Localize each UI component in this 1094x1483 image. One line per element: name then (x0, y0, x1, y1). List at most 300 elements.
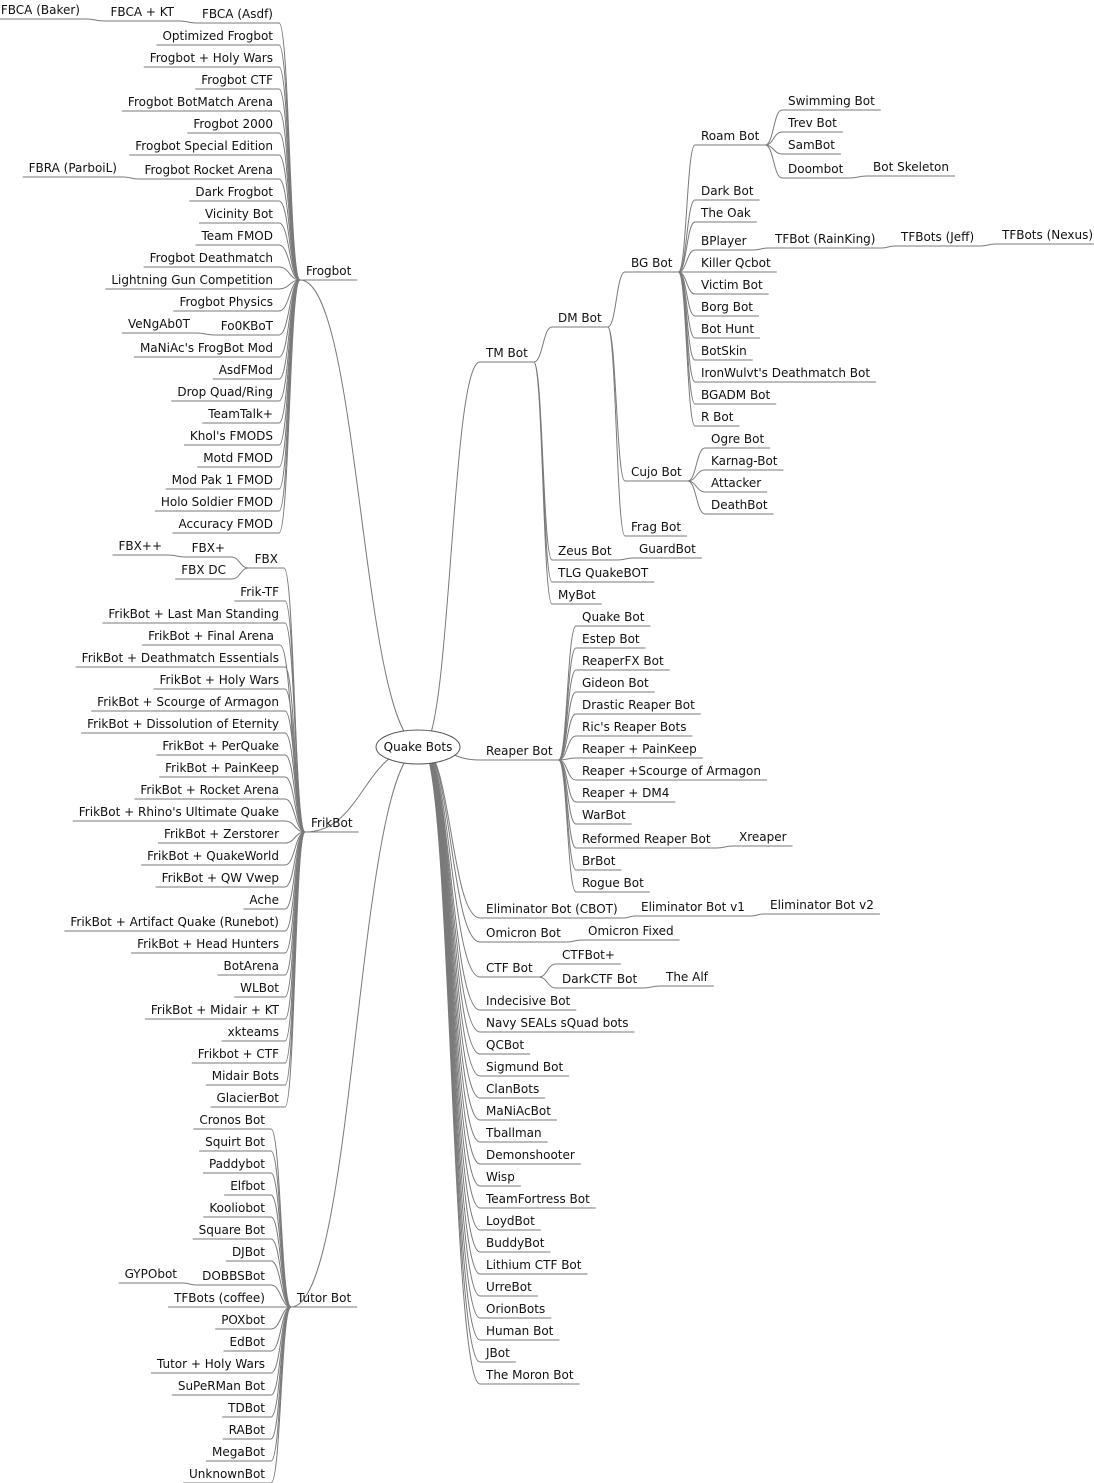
node-bg[interactable] (625, 256, 678, 272)
node-label: GuardBot (639, 542, 696, 556)
node-urrebot[interactable] (480, 1280, 538, 1296)
edge (608, 327, 625, 536)
node-label: Omicron Fixed (588, 924, 674, 938)
node-label: CTFBot+ (562, 948, 615, 962)
node-dm[interactable] (552, 311, 608, 327)
node-skeleton[interactable] (867, 160, 955, 176)
node-label: Demonshooter (486, 1148, 575, 1162)
edge (765, 110, 782, 145)
edge (980, 244, 996, 246)
edge (567, 940, 582, 942)
node-frag[interactable] (625, 520, 687, 536)
node-label: BotSkin (701, 344, 747, 358)
node-cujo[interactable] (625, 465, 688, 481)
node-trev[interactable] (782, 116, 843, 132)
node-tm[interactable] (480, 346, 534, 362)
node-label: Wisp (486, 1170, 515, 1184)
edge (559, 648, 576, 760)
node-frik-midair-kt[interactable] (145, 1003, 285, 1019)
node-label: Eliminator Bot v2 (770, 898, 874, 912)
node-label: FBCA (Asdf) (202, 7, 273, 21)
node-label: Fo0KBoT (220, 319, 273, 333)
node-label: UrreBot (486, 1280, 532, 1294)
node-frogbot-holywars[interactable] (144, 51, 279, 67)
node-ogre[interactable] (705, 432, 770, 448)
node-djbot[interactable] (226, 1245, 271, 1261)
node-elim-v1[interactable] (635, 900, 751, 916)
node-label: EdBot (229, 1335, 265, 1349)
node-frik-perquake[interactable] (156, 739, 285, 755)
node-label: FrikBot + Final Arena (148, 629, 274, 643)
node-frik-ctf[interactable] (192, 1047, 285, 1063)
node-label: Frogbot (306, 264, 352, 278)
node-moronbot[interactable] (480, 1368, 580, 1384)
node-superman[interactable] (172, 1379, 271, 1395)
node-loydbot[interactable] (480, 1214, 541, 1230)
node-label: BG Bot (631, 256, 673, 270)
node-megabot[interactable] (206, 1445, 271, 1461)
edge (180, 21, 196, 23)
node-motd-fmod[interactable] (197, 451, 279, 467)
edge (422, 747, 480, 1230)
node-square[interactable] (193, 1223, 271, 1239)
node-humanbot[interactable] (480, 1324, 559, 1340)
node-label: Square Bot (198, 1223, 265, 1237)
node-label: Doombot (788, 162, 844, 176)
node-label: FrikBot + Dissolution of Eternity (87, 717, 279, 731)
edge (86, 19, 105, 21)
node-qcbot[interactable] (480, 1038, 530, 1054)
node-label: Bot Skeleton (873, 160, 949, 174)
node-label: AsdFMod (218, 363, 273, 377)
node-tutor[interactable] (291, 1291, 357, 1307)
node-sambot[interactable] (782, 138, 841, 154)
node-tutor-holy[interactable] (151, 1357, 271, 1373)
node-frik-rhino[interactable] (73, 805, 285, 821)
node-tfbots-coffee[interactable] (168, 1291, 271, 1307)
node-navyseals[interactable] (480, 1016, 635, 1032)
node-label: Frogbot 2000 (193, 117, 273, 131)
node-frik-final[interactable] (142, 629, 280, 645)
node-label: GlacierBot (216, 1091, 279, 1105)
node-frik-qwvwep[interactable] (156, 871, 285, 887)
node-dark-frogbot[interactable] (189, 185, 279, 201)
node-estep[interactable] (576, 632, 646, 648)
node-swimming[interactable] (782, 94, 881, 110)
node-buddybot[interactable] (480, 1236, 550, 1252)
edge (881, 246, 895, 248)
node-label: Cujo Bot (631, 465, 682, 479)
edge (624, 916, 635, 918)
node-accuracy-fmod[interactable] (172, 517, 279, 533)
node-label: Reaper + PainKeep (582, 742, 697, 756)
node-doombot[interactable] (782, 162, 849, 178)
node-label: RABot (228, 1423, 265, 1437)
node-label: Dark Frogbot (195, 185, 273, 199)
node-label: Optimized Frogbot (162, 29, 273, 43)
node-ctfbot[interactable] (480, 961, 539, 977)
edge (422, 747, 480, 1362)
node-label: FrikBot + Last Man Standing (108, 607, 279, 621)
node-fbx-plus[interactable] (186, 541, 231, 557)
node-darkbot[interactable] (695, 184, 760, 200)
node-label: TeamFortress Bot (486, 1192, 590, 1206)
node-label: Squirt Bot (205, 1135, 265, 1149)
node-label: Eliminator Bot (CBOT) (486, 902, 618, 916)
edge (183, 1283, 196, 1285)
node-rics[interactable] (576, 720, 692, 736)
node-label: Holo Soldier FMOD (160, 495, 273, 509)
node-ctfbot-plus[interactable] (556, 948, 621, 964)
node-paddy[interactable] (203, 1157, 271, 1173)
node-label: DarkCTF Bot (562, 972, 638, 986)
node-label: Sigmund Bot (486, 1060, 564, 1074)
node-holo-soldier[interactable] (155, 495, 279, 511)
node-reaper-painkeep[interactable] (576, 742, 703, 758)
node-reaper-scourge[interactable] (576, 764, 767, 780)
node-label: Navy SEALs sQuad bots (486, 1016, 629, 1030)
node-frik-headhunters[interactable] (131, 937, 285, 953)
edge (534, 362, 552, 604)
node-clanbots[interactable] (480, 1082, 545, 1098)
node-tlg[interactable] (552, 566, 654, 582)
node-label: Human Bot (486, 1324, 554, 1338)
node-label: FrikBot + Holy Wars (159, 673, 279, 687)
edge (559, 760, 576, 848)
node-frik-tf[interactable] (234, 585, 285, 601)
node-botskin[interactable] (695, 344, 753, 360)
edge (678, 222, 695, 272)
node-label: UnknownBot (189, 1467, 265, 1481)
node-label: Drastic Reaper Bot (582, 698, 695, 712)
node-label: TeamTalk+ (208, 407, 273, 421)
node-tfbots-nexus[interactable] (996, 228, 1094, 244)
node-label: The Oak (701, 206, 751, 220)
node-glacierbot[interactable] (210, 1091, 285, 1107)
node-kooliobot[interactable] (203, 1201, 271, 1217)
node-label: FBCA + KT (110, 5, 174, 19)
node-label: BrBot (582, 854, 616, 868)
node-label: FrikBot + PainKeep (165, 761, 279, 775)
node-darkctf[interactable] (556, 972, 643, 988)
node-sigmund[interactable] (480, 1060, 569, 1076)
node-frik-lms[interactable] (102, 607, 285, 623)
node-dobbs[interactable] (196, 1269, 271, 1285)
node-teamfortress[interactable] (480, 1192, 596, 1208)
node-maniacbot[interactable] (480, 1104, 557, 1120)
node-orionbots[interactable] (480, 1302, 551, 1318)
node-quakebot[interactable] (576, 610, 650, 626)
node-cronos[interactable] (193, 1113, 271, 1129)
node-label: Accuracy FMOD (178, 517, 273, 531)
edge (279, 280, 300, 445)
node-edbot[interactable] (224, 1335, 271, 1351)
node-label: DOBBSBot (202, 1269, 265, 1283)
node-xreaper[interactable] (733, 830, 793, 846)
node-label: CTF Bot (486, 961, 533, 975)
node-ironwulvt[interactable] (695, 366, 876, 382)
node-mybot[interactable] (552, 588, 602, 604)
node-label: Tutor + Holy Wars (156, 1357, 265, 1371)
node-label: Eliminator Bot v1 (641, 900, 745, 914)
node-fbca-kt[interactable] (105, 5, 180, 21)
node-label: FrikBot + PerQuake (162, 739, 279, 753)
node-elfbot[interactable] (224, 1179, 271, 1195)
edge (559, 760, 576, 870)
node-label: Xreaper (739, 830, 787, 844)
node-label: DJBot (231, 1245, 265, 1259)
edge (678, 272, 695, 382)
node-team-fmod[interactable] (196, 229, 279, 245)
node-label: IronWulvt's Deathmatch Bot (701, 366, 871, 380)
node-fbca-asdf[interactable] (196, 7, 279, 23)
node-drastic[interactable] (576, 698, 701, 714)
node-label: TFBot (RainKing) (775, 232, 876, 246)
node-gypo[interactable] (119, 1267, 183, 1283)
node-label: Tballman (486, 1126, 542, 1140)
node-thealf[interactable] (660, 970, 714, 986)
node-frogbot-special[interactable] (129, 139, 279, 155)
node-label: Team FMOD (201, 229, 273, 243)
node-tballman[interactable] (480, 1126, 548, 1142)
node-label: FrikBot (311, 816, 353, 830)
node-gideon[interactable] (576, 676, 655, 692)
node-killer[interactable] (695, 256, 777, 272)
node-asdfmod[interactable] (213, 363, 279, 379)
node-lithium[interactable] (480, 1258, 587, 1274)
node-rbot[interactable] (695, 410, 739, 426)
node-zeus[interactable] (552, 544, 618, 560)
node-borg[interactable] (695, 300, 759, 316)
node-label: DeathBot (711, 498, 768, 512)
node-frik-qw[interactable] (141, 849, 285, 865)
node-fbx[interactable] (249, 552, 284, 568)
node-label: Trev Bot (788, 116, 837, 130)
node-label: FrikBot + Rhino's Ultimate Quake (78, 805, 279, 819)
node-tfbots-jeff[interactable] (895, 230, 980, 246)
node-label: QCBot (486, 1038, 525, 1052)
edge (279, 111, 300, 280)
node-label: Reformed Reaper Bot (582, 832, 711, 846)
node-frik-dissolution[interactable] (81, 717, 285, 733)
node-xkteams[interactable] (222, 1025, 285, 1041)
node-reformed[interactable] (576, 832, 717, 848)
node-label: BGADM Bot (701, 388, 771, 402)
node-karnag[interactable] (705, 454, 784, 470)
node-guardbot[interactable] (633, 542, 702, 558)
node-label: Midair Bots (211, 1069, 279, 1083)
node-squirt[interactable] (199, 1135, 271, 1151)
node-label: LoydBot (486, 1214, 535, 1228)
node-label: Motd FMOD (203, 451, 273, 465)
node-frik-painkeep[interactable] (159, 761, 285, 777)
node-label: Victim Bot (701, 278, 763, 292)
node-lightning-gun[interactable] (105, 273, 279, 289)
node-label: ReaperFX Bot (582, 654, 664, 668)
node-fo0kbot[interactable] (215, 319, 279, 335)
node-label: Mod Pak 1 FMOD (171, 473, 273, 487)
node-label: Frogbot Rocket Arena (144, 163, 273, 177)
node-frogbot-physics[interactable] (173, 295, 279, 311)
edge (279, 280, 300, 489)
node-brbot[interactable] (576, 854, 621, 870)
node-frogbot-rocket[interactable] (138, 163, 279, 179)
edge (232, 568, 249, 579)
node-mod-pak[interactable] (166, 473, 279, 489)
node-frik-rocket[interactable] (134, 783, 285, 799)
node-label: Roam Bot (701, 129, 760, 143)
node-fbx-dc[interactable] (175, 563, 232, 579)
node-frogbot-botmatch[interactable] (122, 95, 279, 111)
node-maniac-frogbot[interactable] (134, 341, 279, 357)
node-bplayer[interactable] (695, 234, 753, 250)
node-label: VeNgAb0T (127, 317, 190, 331)
node-label: FBX++ (118, 539, 162, 553)
node-label: Paddybot (208, 1157, 265, 1171)
node-frik-artifact[interactable] (64, 915, 285, 931)
node-label: DM Bot (558, 311, 602, 325)
node-label: FrikBot + Midair + KT (150, 1003, 279, 1017)
edge (422, 362, 480, 747)
edge (559, 626, 576, 760)
node-label: R Bot (701, 410, 734, 424)
node-label: Attacker (711, 476, 762, 490)
edge (422, 747, 480, 1142)
node-poxbot[interactable] (215, 1313, 271, 1329)
node-roam[interactable] (695, 129, 765, 145)
node-label: FrikBot + Artifact Quake (Runebot) (70, 915, 279, 929)
node-label: xkteams (227, 1025, 279, 1039)
node-label: Elfbot (230, 1179, 265, 1193)
node-drop-quad[interactable] (171, 385, 279, 401)
node-label: FBX DC (181, 563, 226, 577)
node-label: Cronos Bot (199, 1113, 265, 1127)
node-warbot[interactable] (576, 808, 632, 824)
edge (539, 964, 556, 977)
node-frik-holy[interactable] (154, 673, 285, 689)
node-rogue[interactable] (576, 876, 650, 892)
node-label: Drop Quad/Ring (177, 385, 273, 399)
node-label: TFBots (Jeff) (901, 230, 975, 244)
node-tdbot[interactable] (222, 1401, 271, 1417)
node-label: BPlayer (701, 234, 747, 248)
node-frogbot-ctf[interactable] (195, 73, 279, 89)
node-tfbot-rainking[interactable] (769, 232, 881, 248)
node-frikbot[interactable] (305, 816, 359, 832)
node-label: Frogbot + Holy Wars (149, 51, 273, 65)
node-attacker[interactable] (705, 476, 767, 492)
node-jbot[interactable] (480, 1346, 516, 1362)
node-elim-v2[interactable] (764, 898, 880, 914)
node-reaperfx[interactable] (576, 654, 670, 670)
node-label: Omicron Bot (486, 926, 561, 940)
node-label: BuddyBot (486, 1236, 545, 1250)
node-wisp[interactable] (480, 1170, 521, 1186)
node-label: Swimming Bot (788, 94, 875, 108)
node-frik-scourge[interactable] (91, 695, 285, 711)
node-label: Vicinity Bot (204, 207, 273, 221)
node-label: POXbot (221, 1313, 265, 1327)
node-label: Indecisive Bot (486, 994, 571, 1008)
node-reaper[interactable] (480, 744, 559, 760)
node-bgadm[interactable] (695, 388, 776, 404)
node-fbra[interactable] (23, 161, 123, 177)
root-node[interactable] (376, 730, 460, 764)
node-midair-bots[interactable] (206, 1069, 285, 1085)
node-label: TM Bot (486, 346, 528, 360)
node-indecisive[interactable] (480, 994, 576, 1010)
node-vicinity-bot[interactable] (199, 207, 279, 223)
node-omicron-fixed[interactable] (582, 924, 680, 940)
node-omicron[interactable] (480, 926, 567, 942)
node-frik-zerstorer[interactable] (158, 827, 285, 843)
node-fbca-baker[interactable] (0, 3, 86, 19)
node-label: WLBot (240, 981, 279, 995)
edge (231, 557, 249, 568)
edge (678, 145, 695, 272)
node-frik-dme[interactable] (76, 651, 285, 667)
node-label: Borg Bot (701, 300, 754, 314)
node-label: Frikbot + CTF (197, 1047, 279, 1061)
node-label: Zeus Bot (558, 544, 612, 558)
node-frogbot-deathmatch[interactable] (144, 251, 279, 267)
node-fbx-pp[interactable] (113, 539, 168, 555)
node-frogbot-2000[interactable] (187, 117, 279, 133)
node-victim[interactable] (695, 278, 769, 294)
node-label: TDBot (228, 1401, 265, 1415)
edge (196, 333, 215, 335)
node-oak[interactable] (695, 206, 757, 222)
node-label: Estep Bot (582, 632, 640, 646)
node-optimized-frogbot[interactable] (156, 29, 279, 45)
node-label: FBRA (ParboiL) (28, 161, 117, 175)
node-bothunt[interactable] (695, 322, 760, 338)
node-rabot[interactable] (223, 1423, 271, 1439)
node-teamtalk[interactable] (202, 407, 279, 423)
node-label: Tutor Bot (297, 1291, 352, 1305)
node-label: MaNiAc's FrogBot Mod (139, 341, 273, 355)
node-wlbot[interactable] (234, 981, 285, 997)
node-label: Frogbot BotMatch Arena (127, 95, 273, 109)
node-frogbot[interactable] (300, 264, 357, 280)
node-label: Reaper +Scourge of Armagon (582, 764, 761, 778)
node-demonshooter[interactable] (480, 1148, 581, 1164)
node-label: Ric's Reaper Bots (582, 720, 687, 734)
node-label: FBX (254, 552, 278, 566)
edge (643, 986, 660, 988)
node-label: Rogue Bot (582, 876, 644, 890)
node-label: Karnag-Bot (711, 454, 778, 468)
node-label: FrikBot + Rocket Arena (140, 783, 279, 797)
node-vengabot[interactable] (122, 317, 196, 333)
node-unknownbot[interactable] (183, 1467, 271, 1483)
node-label: Quake Bot (582, 610, 645, 624)
node-khol-fmods[interactable] (184, 429, 279, 445)
node-deathbot[interactable] (705, 498, 774, 514)
node-label: SuPeRMan Bot (177, 1379, 265, 1393)
node-reaper-dm4[interactable] (576, 786, 675, 802)
node-botarena[interactable] (218, 959, 286, 975)
node-label: FrikBot + QuakeWorld (147, 849, 279, 863)
edge (300, 280, 422, 747)
edge (539, 977, 556, 988)
node-label: Lightning Gun Competition (111, 273, 273, 287)
node-ache[interactable] (243, 893, 285, 909)
edge (849, 176, 867, 178)
node-eliminator[interactable] (480, 902, 624, 918)
node-label: Reaper + DM4 (582, 786, 670, 800)
edge (422, 747, 480, 1252)
